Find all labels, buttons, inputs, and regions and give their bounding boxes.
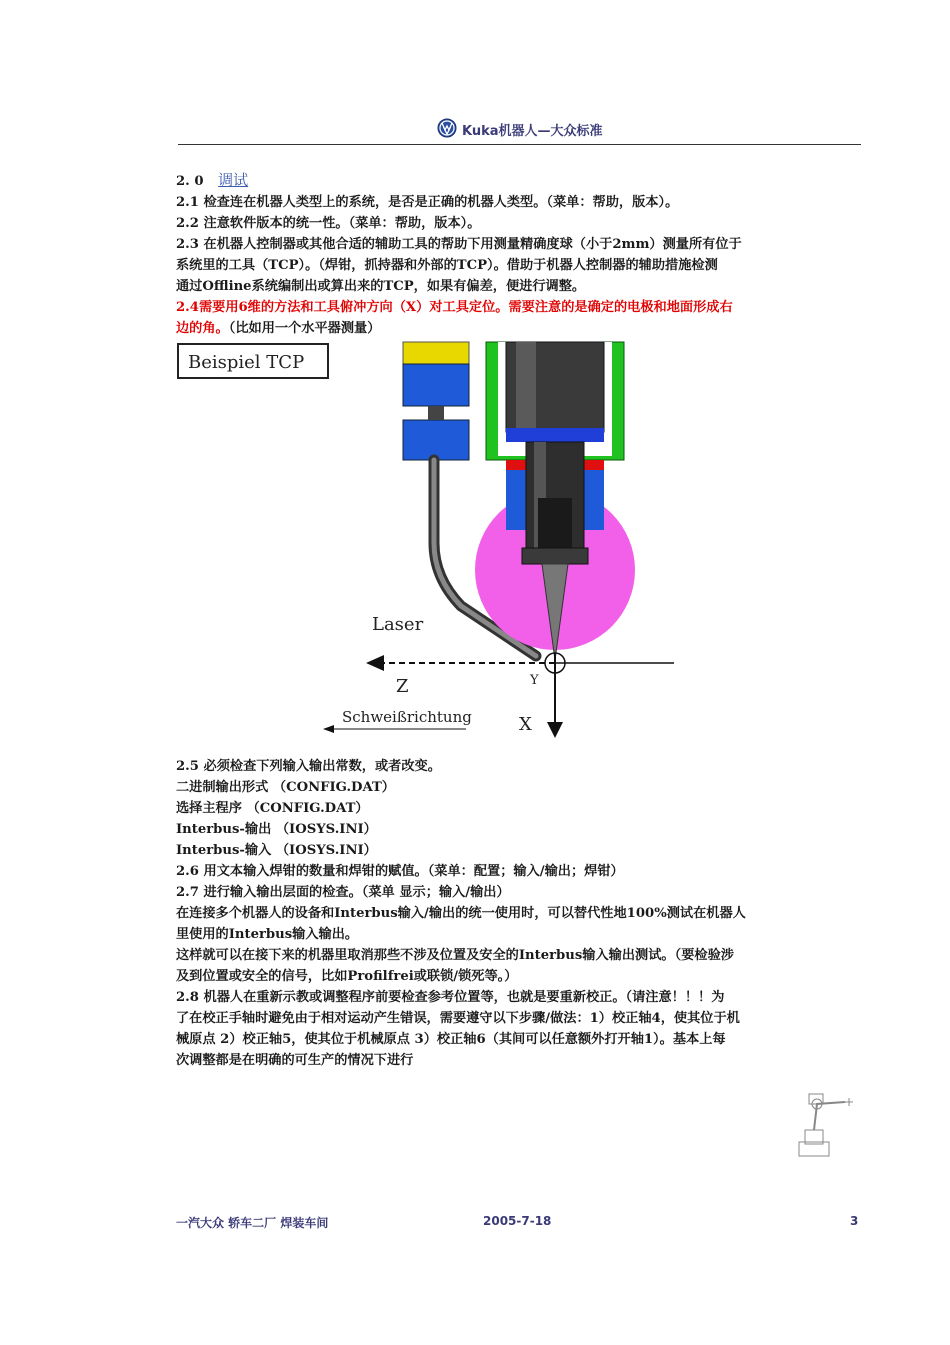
welding-direction-arrow-icon [323,725,334,733]
robot-arm-icon [795,1090,857,1160]
x-arrow-icon [547,722,563,738]
section-title-link[interactable]: 调试 [218,171,249,189]
paragraph-line: 里使用的Interbus输入输出。 [176,927,359,942]
highlight-line: 2.4需要用6维的方法和工具俯冲方向（X）对工具定位。需要注意的是确定的电极和地面形成右 [176,300,733,315]
laser-label: Laser [372,614,424,635]
paragraph-line: 选择主程序 （CONFIG.DAT） [176,801,369,816]
paragraph-line: 二进制输出形式 （CONFIG.DAT） [176,780,395,795]
content-bottom [176,756,862,1071]
paragraph-line: 及到位置或安全的信号，比如Profilfrei或联锁/锁死等。） [176,969,518,984]
footer-company: 一汽大众 轿车二厂 焊装车间 [176,1216,329,1230]
paragraph-line: 2.7 进行输入输出层面的检查。（菜单 显示；输入/输出） [176,885,510,900]
paragraph-line: 2.8 机器人在重新示教或调整程序前要检查参考位置等，也就是要重新校正。（请注意！！！为 [176,990,725,1005]
z-axis-label: Z [396,676,409,697]
paragraph-line: 械原点 2）校正轴5，使其位于机械原点 3）校正轴6（其间可以任意额外打开轴1）。基本上每 [176,1032,726,1047]
content-top [176,170,862,339]
paragraph-line: 了在校正手轴时避免由于相对运动产生错误，需要遵守以下步骤/做法：1）校正轴4，使其位于机 [176,1011,740,1026]
highlight-text: 边的角。 [176,321,229,336]
footer-page-number: 3 [850,1214,859,1228]
section-number: 2. 0 [176,174,204,189]
paragraph-line: 这样就可以在接下来的机器里取消那些不涉及位置及安全的Interbus输入输出测试。（要检验涉 [176,948,734,963]
electrode-cap [522,548,588,564]
highlight-line [176,318,862,339]
laser-upper-block [403,364,469,406]
laser-connector [428,406,444,420]
paragraph-line: 2.3 在机器人控制器或其他合适的辅助工具的帮助下用测量精确度球（小于2mm）测量所有位于 [176,237,742,252]
page-header [178,118,861,145]
highlight-suffix: （比如用一个水平器测量） [228,321,381,336]
y-axis-label: Y [530,673,539,688]
z-arrow-icon [366,655,384,671]
welding-direction-label: Schweißrichtung [342,708,472,726]
paragraph-line: Interbus-输入 （IOSYS.INI） [176,843,377,858]
paragraph-line: 通过Offline系统编制出或算出来的TCP，如果有偏差，便进行调整。 [176,279,586,294]
paragraph-line: 2.2 注意软件版本的统一性。（菜单：帮助，版本）。 [176,216,481,231]
section-heading [176,170,862,192]
laser-top-cap [403,342,469,364]
x-axis-label: X [519,714,532,735]
example-label: Beispiel TCP [188,352,305,373]
paragraph-line: Interbus-输出 （IOSYS.INI） [176,822,377,837]
electrode-ring [506,428,604,442]
paragraph-line: 次调整都是在明确的可生产的情况下进行 [176,1053,414,1068]
paragraph-line: 在连接多个机器人的设备和Interbus输入/输出的统一使用时，可以替代性地100%测试在机器人 [176,906,746,921]
laser-lower-block [403,420,469,460]
paragraph-line: 系统里的工具（TCP）。（焊钳，抓持器和外部的TCP）。借助于机器人控制器的辅助措施检测 [176,258,718,273]
footer-date: 2005-7-18 [483,1214,552,1228]
paragraph-line: 2.5 必须检查下列输入输出常数，或者改变。 [176,759,441,774]
paragraph-line: 2.6 用文本输入焊钳的数量和焊钳的赋值。（菜单：配置；输入/输出；焊钳） [176,864,624,879]
header-title: Kuka机器人—大众标准 [462,124,603,139]
tcp-diagram [176,338,686,743]
paragraph-line: 2.1 检查连在机器人类型上的系统，是否是正确的机器人类型。（菜单：帮助，版本）。 [176,195,679,210]
